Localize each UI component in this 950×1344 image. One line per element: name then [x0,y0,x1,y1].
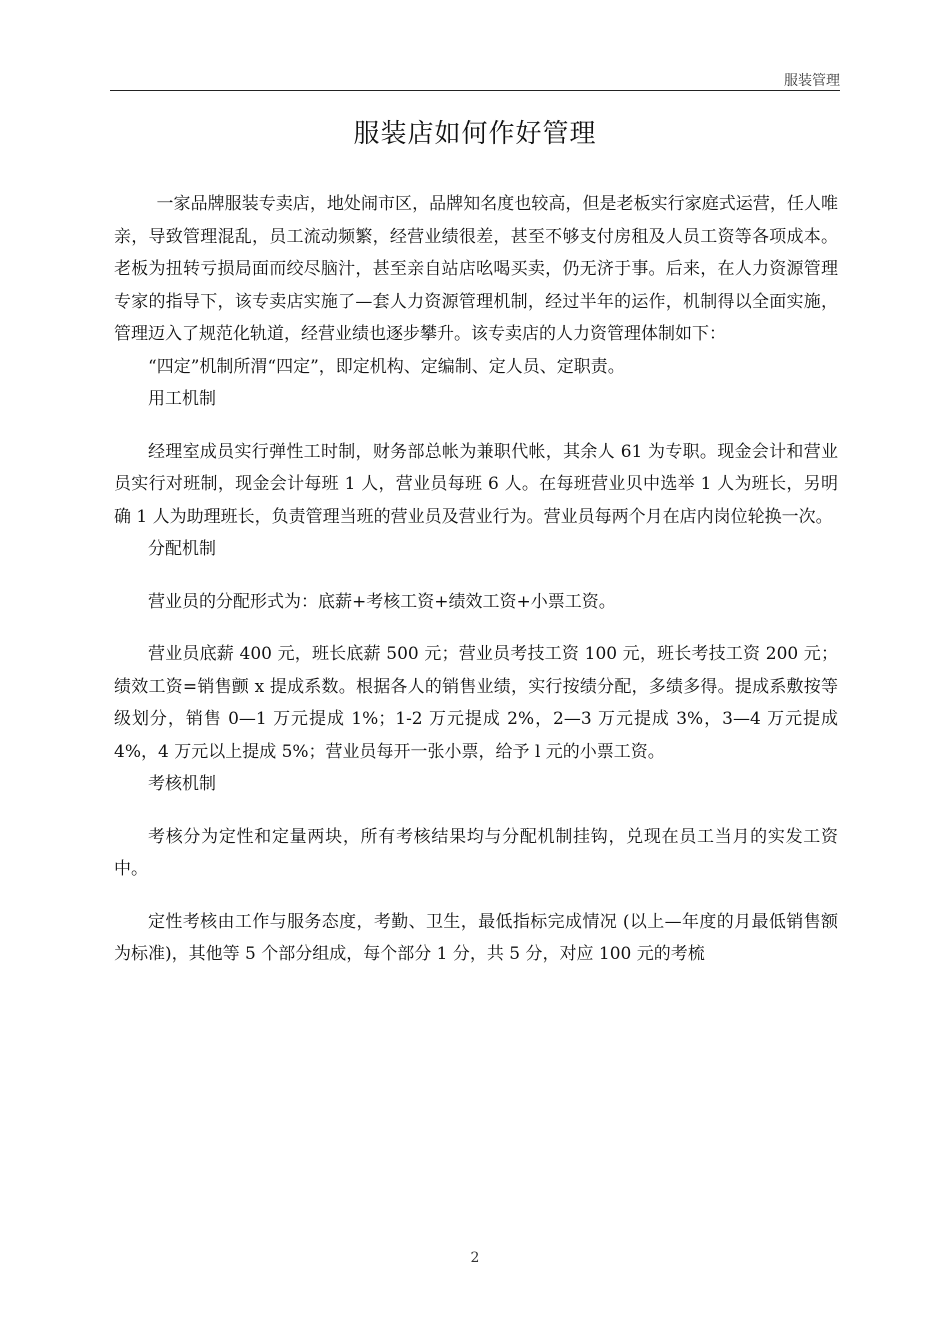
running-header: 服装管理 [784,73,840,89]
paragraph-intro: 一家品牌服装专卖店，地处闹市区，品牌知名度也较高，但是老板实行家庭式运营，任人唯亲，导致管理混乱，员工流动频繁，经营业绩很差，甚至不够支付房租及人员工资等各项成本。老板为扭转亏损局面而绞尽脑汁，甚至亲自站店吆喝买卖，仍无济于事。后来，在人力资源管理专家的指导下，该专卖店实施了—套人力资源管理机制，经过半年的运作，机制得以全面实施，管理迈入了规范化轨道，经营业绩也逐步攀升。该专卖店的人力资管理体制如下： [114,194,838,344]
paragraph-assessment-qualitative: 定性考核由工作与服务态度，考勤、卫生，最低指标完成情况 (以上—年度的月最低销售额为标准)，其他等 5 个部分组成，每个部分 1 分，共 5 分，对应 100 元的考梳 [114,911,838,964]
paragraph-distribution-detail: 营业员底薪 400 元，班长底薪 500 元；营业员考技工资 100 元，班长考技工资 200 元；绩效工资=销售颤 x 提成系数。根据各人的销售业绩，实行按绩分配，多绩多得。提成系敷按等级划分，销售 0—1 万元提成 1%；1-2 万元提成 2%，2—3 万元提成 3%，3—4 万元提成 4%，4 万元以上提成 5%；营业员每开一张小票，给予 l 元的小票工资。 [114,644,838,762]
document-body [114,188,838,971]
page-number: 2 [470,1250,480,1266]
section-heading-employment: 用工机制 [148,389,216,409]
header-divider [110,90,840,91]
section-heading-assessment: 考核机制 [148,774,216,794]
paragraph-distribution-form: 营业员的分配形式为：底薪+考核工资+绩效工资+小票工资。 [148,591,616,612]
section-heading-distribution: 分配机制 [148,539,216,559]
paragraph-four-fixed: “四定”机制所渭“四定”，即定机构、定编制、定人员、定职责。 [148,356,625,377]
paragraph-assessment-intro: 考核分为定性和定量两块，所有考核结果均与分配机制挂钩，兑现在员工当月的实发工资中。 [114,826,838,879]
document-title: 服装店如何作好管理 [353,119,597,149]
paragraph-employment: 经理室成员实行弹性工时制，财务部总帐为兼职代帐，其余人 61 为专职。现金会计和营业员实行对班制，现金会计每班 1 人，营业员每班 6 人。在每班营业贝中选举 1 人为班长，另明确 1 人为助理班长，负责管理当班的营业员及营业行为。营业员每两个月在店内岗位轮换一次。 [114,441,838,527]
